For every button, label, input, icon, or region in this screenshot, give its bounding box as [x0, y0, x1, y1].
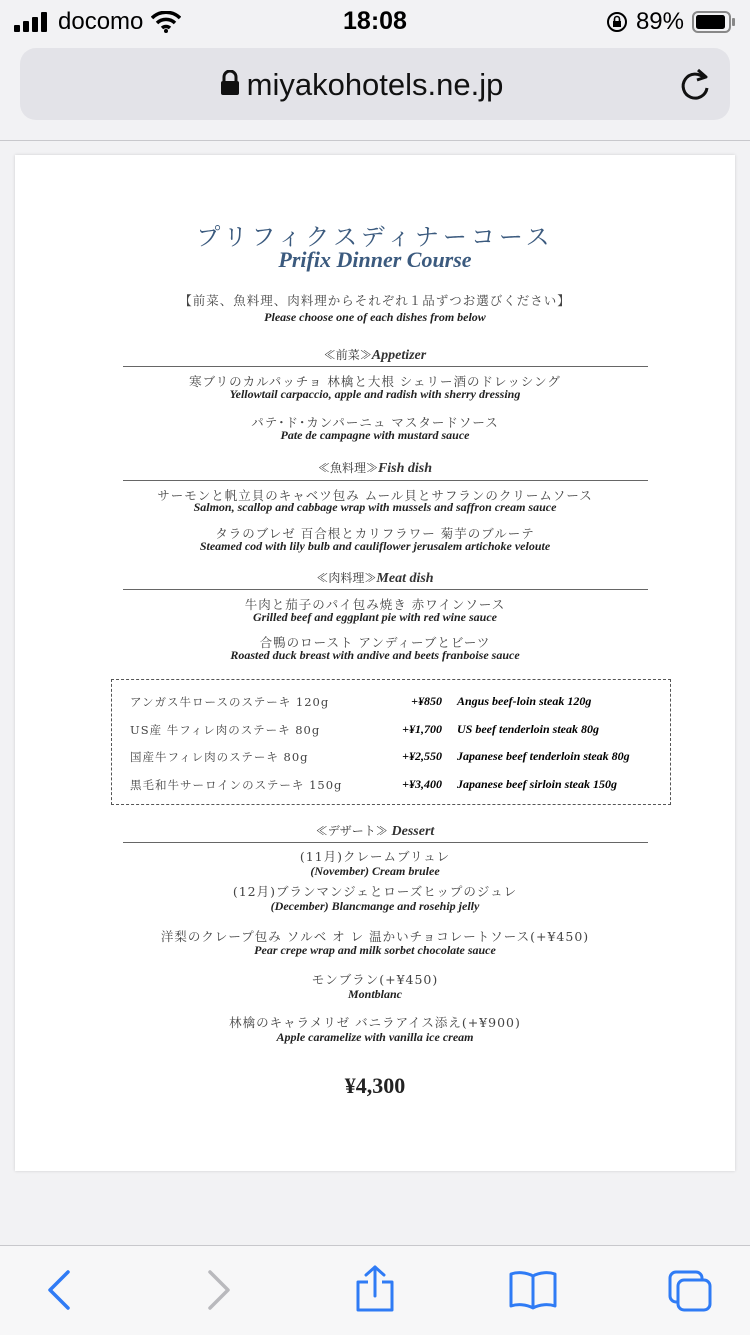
bookmarks-icon[interactable] — [508, 1270, 558, 1310]
meat-header-en: Meat dish — [376, 571, 434, 586]
url-text: miyakohotels.ne.jp — [246, 67, 504, 102]
meat-item-en: Grilled beef and eggplant pie with red wine sauce — [253, 610, 497, 624]
upgrade-row — [112, 694, 670, 714]
dessert-item-en: (November) Cream brulee — [310, 864, 440, 878]
fish-item-en: Salmon, scallop and cabbage wrap with mussels and saffron cream sauce — [193, 500, 557, 514]
instruction-en: Please choose one of each dishes from below — [264, 310, 486, 324]
section-rule — [123, 842, 648, 843]
share-icon[interactable] — [354, 1264, 396, 1314]
fish-header-jp: ≪魚料理≫ — [317, 461, 378, 475]
menu-document — [15, 155, 735, 1171]
battery-icon — [692, 11, 736, 33]
dessert-item-en: Montblanc — [347, 987, 402, 1001]
upgrade-jp: アンガス牛ロースのステーキ 120g — [130, 695, 330, 709]
browser-toolbar — [0, 1245, 750, 1335]
status-bar — [0, 0, 750, 42]
upgrade-en: Angus beef-loin steak 120g — [457, 694, 592, 708]
clock: 18:08 — [343, 7, 407, 35]
course-price: ¥4,300 — [344, 1073, 406, 1098]
upgrade-price: +¥1,700 — [402, 722, 442, 736]
fish-item-jp: サーモンと帆立貝のキャベツ包み ムール貝とサフランのクリームソース — [157, 488, 593, 503]
steak-upgrade-box — [111, 679, 671, 805]
menu-title-jp: プリフィクスディナーコース — [196, 223, 554, 251]
upgrade-row — [112, 722, 670, 742]
status-right — [606, 8, 736, 36]
upgrade-en: US beef tenderloin steak 80g — [457, 722, 599, 736]
upgrade-jp: 黒毛和牛サーロインのステーキ 150g — [130, 778, 343, 792]
instruction-jp: 【前菜、魚料理、肉料理からそれぞれ１品ずつお選びください】 — [179, 293, 571, 308]
upgrade-en: Japanese beef sirloin steak 150g — [457, 777, 617, 791]
meat-header-jp: ≪肉料理≫ — [316, 571, 377, 585]
back-icon[interactable] — [44, 1268, 74, 1312]
dessert-item-jp: 洋梨のクレープ包み ソルベ オ レ 温かいチョコレートソース(+¥450) — [160, 929, 590, 944]
upgrade-en: Japanese beef tenderloin steak 80g — [457, 749, 630, 763]
dessert-header — [15, 822, 735, 840]
upgrade-row — [112, 749, 670, 769]
rotation-lock-icon — [606, 11, 628, 33]
header-divider — [0, 140, 750, 141]
meat-item-jp: 合鴨のロースト アンディーブとビーツ — [259, 635, 491, 650]
upgrade-price: +¥2,550 — [402, 749, 442, 763]
upgrade-price: +¥3,400 — [402, 777, 442, 791]
dessert-header-en: Dessert — [391, 824, 435, 839]
dessert-item-jp: (12月)ブランマンジェとローズヒップのジュレ — [232, 884, 518, 899]
appetizer-item-en: Pate de campagne with mustard sauce — [280, 428, 470, 442]
appetizer-item-en: Yellowtail carpaccio, apple and radish with sherry dressing — [229, 387, 521, 401]
dessert-item-jp: 林檎のキャラメリゼ バニラアイス添え(+¥900) — [229, 1015, 521, 1030]
meat-item-en: Roasted duck breast with andive and beets franboise sauce — [230, 648, 520, 662]
carrier-name: docomo — [58, 8, 144, 35]
meat-item-jp: 牛肉と茄子のパイ包み焼き 赤ワインソース — [244, 597, 506, 612]
appetizer-item-jp: 寒ブリのカルパッチョ 林檎と大根 シェリー酒のドレッシング — [189, 374, 561, 389]
upgrade-jp: US産 牛フィレ肉のステーキ 80g — [130, 723, 321, 737]
forward-icon[interactable] — [204, 1268, 234, 1312]
fish-header — [15, 459, 735, 477]
reload-icon[interactable] — [678, 66, 712, 102]
battery-percent: 89% — [635, 8, 684, 35]
meat-header — [15, 569, 735, 587]
upgrade-jp: 国産牛フィレ肉のステーキ 80g — [130, 750, 309, 764]
appetizer-header-en: Appetizer — [371, 348, 427, 363]
dessert-item-en: Apple caramelize with vanilla ice cream — [276, 1030, 474, 1044]
appetizer-header-jp: ≪前菜≫ — [323, 348, 372, 362]
appetizer-header — [15, 346, 735, 364]
address-bar[interactable] — [20, 48, 730, 120]
section-rule — [123, 480, 648, 481]
fish-item-en: Steamed cod with lily bulb and cauliflower jerusalem artichoke veloute — [199, 539, 551, 553]
dessert-item-en: (December) Blancmange and rosehip jelly — [270, 899, 480, 913]
dessert-header-jp: ≪デザート≫ — [315, 824, 388, 838]
appetizer-item-jp: パテ･ド･カンパーニュ マスタードソース — [251, 415, 499, 430]
fish-item-jp: タラのブレゼ 百合根とカリフラワー 菊芋のブルーテ — [215, 526, 535, 541]
fish-header-en: Fish dish — [377, 461, 433, 476]
menu-title-en: Prifix Dinner Course — [278, 247, 472, 272]
upgrade-row — [112, 777, 670, 797]
dessert-item-jp: モンブラン(+¥450) — [311, 972, 439, 987]
dessert-item-en: Pear crepe wrap and milk sorbet chocolate sauce — [254, 943, 496, 957]
dessert-item-jp: (11月)クレームブリュレ — [299, 849, 451, 864]
tabs-icon[interactable] — [666, 1268, 714, 1314]
section-rule — [123, 366, 648, 367]
section-rule — [123, 589, 648, 590]
upgrade-price: +¥850 — [411, 694, 442, 708]
